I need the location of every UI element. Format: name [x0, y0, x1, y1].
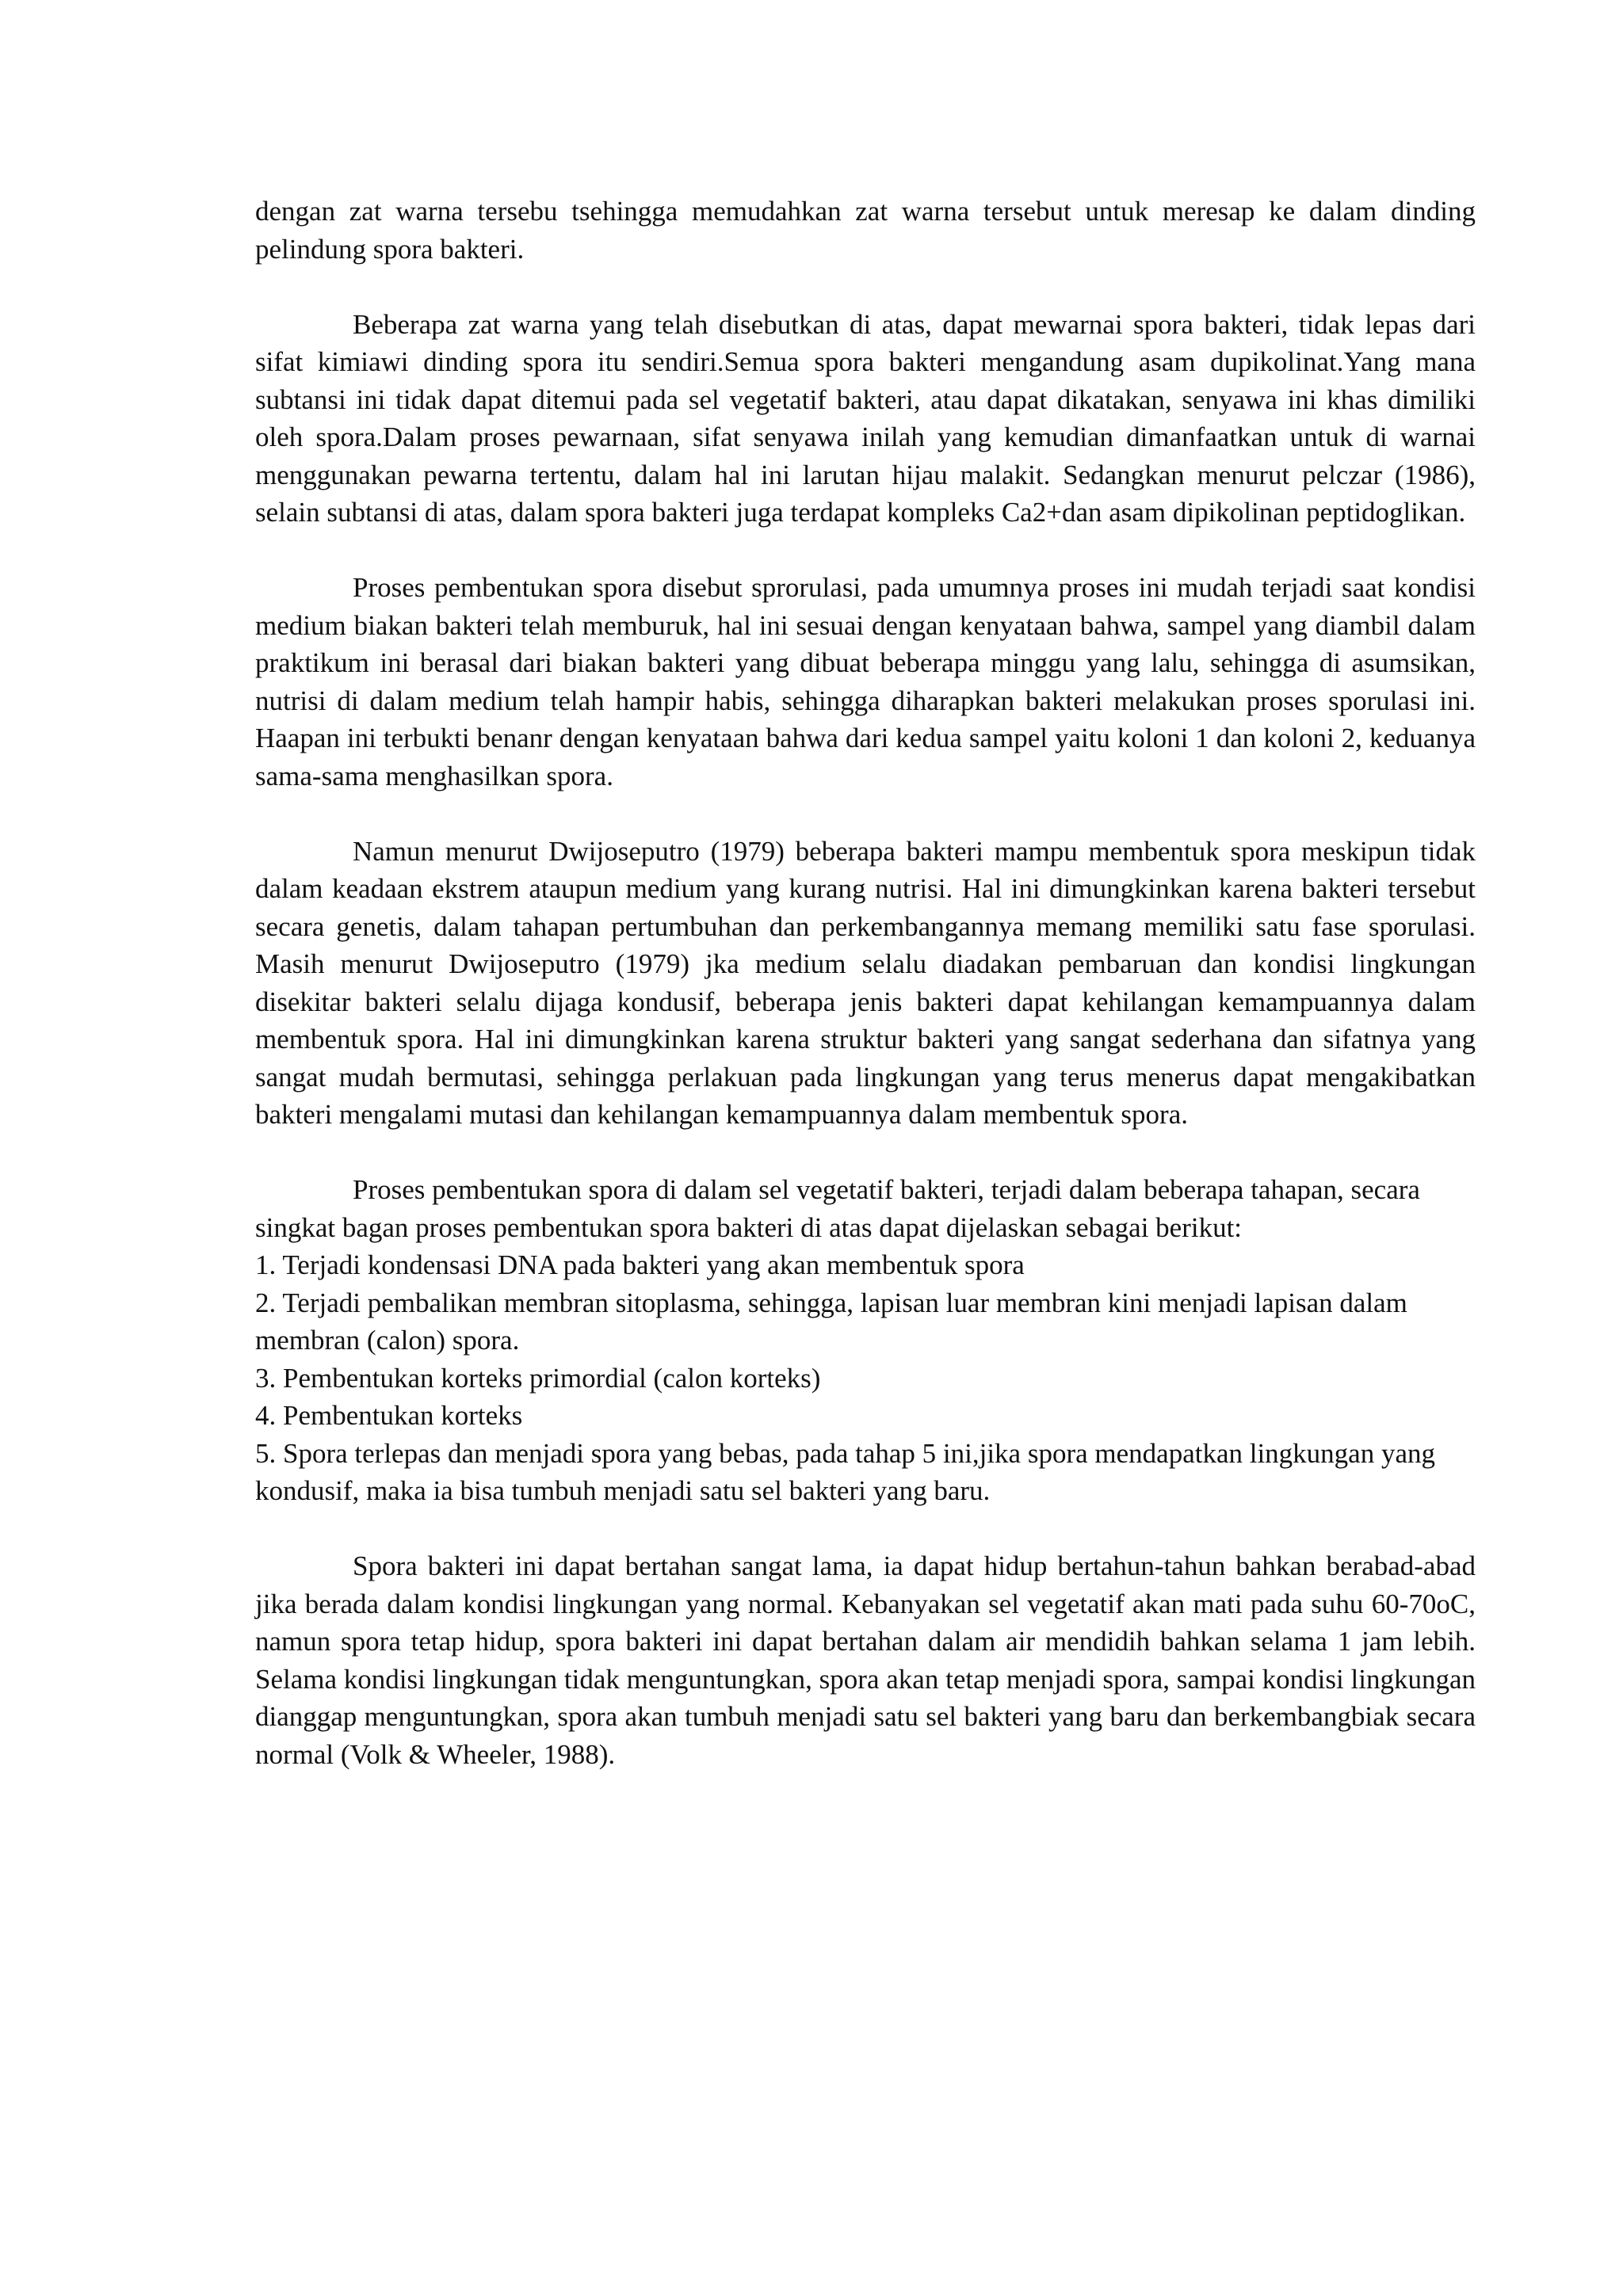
list-item: 1. Terjadi kondensasi DNA pada bakteri yang akan membentuk spora	[255, 1249, 1025, 1280]
paragraph-spore-survival: Spora bakteri ini dapat bertahan sangat lama, ia dapat hidup bertahun-tahun bahkan berabad-abad jika berada dalam kondisi lingkungan yang normal. Kebanyakan sel vegetatif akan mati pada suhu 60-70oC, namun spora tetap hidup, spora bakteri ini dapat bertahan dalam air mendidih bahkan selama 1 jam lebih. Selama kondisi lingkungan tidak menguntungkan, spora akan tetap menjadi spora, sampai kondisi lingkungan dianggap menguntungkan, spora akan tumbuh menjadi satu sel bakteri yang baru dan berkembangbiak secara normal (Volk & Wheeler, 1988).	[255, 1550, 1476, 1770]
list-item: 3. Pembentukan korteks primordial (calon korteks)	[255, 1362, 821, 1394]
paragraph-dwijoseputro: Namun menurut Dwijoseputro (1979) beberapa bakteri mampu membentuk spora meskipun tidak dalam keadaan ekstrem ataupun medium yang kurang nutrisi. Hal ini dimungkinkan karena bakteri tersebut secara genetis, dalam tahapan pertumbuhan dan perkembangannya memang memiliki satu fase sporulasi. Masih menurut Dwijoseputro (1979) jka medium selalu diadakan pembaruan dan kondisi lingkungan disekitar bakteri selalu dijaga kondusif, beberapa jenis bakteri dapat kehilangan kemampuannya dalam membentuk spora. Hal ini dimungkinkan karena struktur bakteri yang sangat sederhana dan sifatnya yang sangat mudah bermutasi, sehingga perlakuan pada lingkungan yang terus menerus dapat mengakibatkan bakteri mengalami mutasi dan kehilangan kemampuannya dalam membentuk spora.	[255, 835, 1476, 1130]
paragraph-spore-staining: Beberapa zat warna yang telah disebutkan di atas, dapat mewarnai spora bakteri, tidak lepas dari sifat kimiawi dinding spora itu sendiri.Semua spora bakteri mengandung asam dupikolinat.Yang mana subtansi ini tidak dapat ditemui pada sel vegetatif bakteri, atau dapat dikatakan, senyawa ini khas dimiliki oleh spora.Dalam proses pewarnaan, sifat senyawa inilah yang kemudian dimanfaatkan untuk di warnai menggunakan pewarna tertentu, dalam hal ini larutan hijau malakit. Sedangkan menurut pelczar (1986), selain subtansi di atas, dalam spora bakteri juga terdapat kompleks Ca2+dan asam dipikolinan peptidoglikan.	[255, 308, 1476, 528]
list-item: 5. Spora terlepas dan menjadi spora yang bebas, pada tahap 5 ini,jika spora mendapatkan lingkungan yang kondusif, maka ia bisa tumbuh menjadi satu sel bakteri yang baru.	[255, 1437, 1436, 1506]
list-item: 4. Pembentukan korteks	[255, 1400, 523, 1431]
list-item: 2. Terjadi pembalikan membran sitoplasma, sehingga, lapisan luar membran kini menjadi lapisan dalam membran (calon) spora.	[255, 1287, 1407, 1356]
paragraph-continuation: dengan zat warna tersebu tsehingga memudahkan zat warna tersebut untuk meresap ke dalam dinding pelindung spora bakteri.	[255, 196, 1476, 265]
document-page	[255, 193, 1476, 1773]
paragraph-sporulation: Proses pembentukan spora disebut sprorulasi, pada umumnya proses ini mudah terjadi saat kondisi medium biakan bakteri telah memburuk, hal ini sesuai dengan kenyataan bahwa, sampel yang diambil dalam praktikum ini berasal dari biakan bakteri yang dibuat beberapa minggu yang lalu, sehingga di asumsikan, nutrisi di dalam medium telah hampir habis, sehingga diharapkan bakteri melakukan proses sporulasi ini. Haapan ini terbukti benanr dengan kenyataan bahwa dari kedua sampel yaitu koloni 1 dan koloni 2, keduanya sama-sama menghasilkan spora.	[255, 572, 1476, 791]
paragraph-stages-intro: Proses pembentukan spora di dalam sel vegetatif bakteri, terjadi dalam beberapa tahapan, secara singkat bagan proses pembentukan spora bakteri di atas dapat dijelaskan sebagai berikut:	[255, 1174, 1420, 1243]
stages-list	[255, 1246, 1476, 1510]
